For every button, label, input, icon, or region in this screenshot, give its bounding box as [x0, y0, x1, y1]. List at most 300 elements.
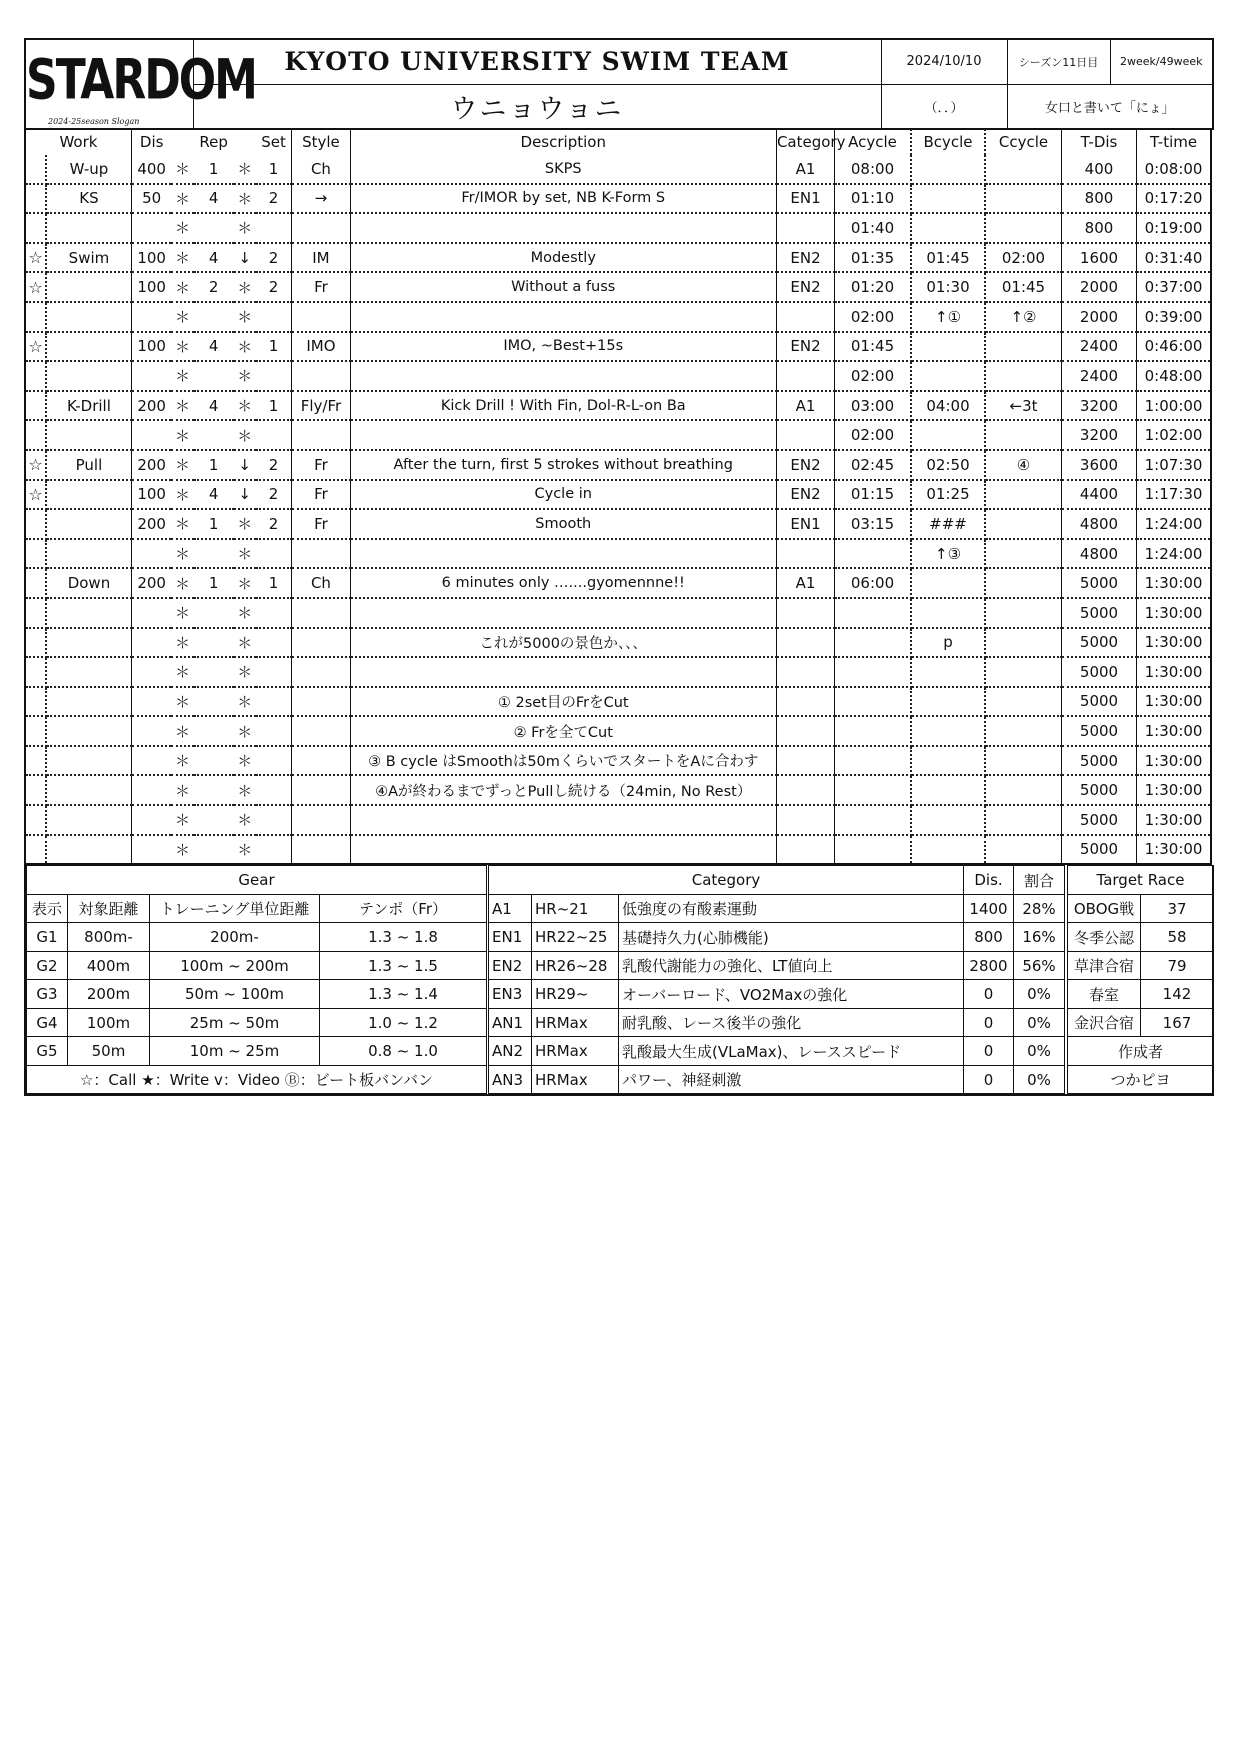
row-reps — [194, 775, 234, 805]
row-bcycle: ↑① — [911, 302, 985, 332]
row-multiply: ＊ — [175, 840, 191, 859]
logo-text: STARDOM — [26, 48, 256, 112]
category-cell: HR29~ — [532, 980, 619, 1009]
row-work — [46, 775, 131, 805]
row-sets: 1 — [256, 155, 292, 184]
row-ccycle — [985, 775, 1061, 805]
category-cell: パワー、神経刺激 — [619, 1065, 964, 1094]
table-row — [25, 243, 1211, 273]
row-star-mark — [25, 155, 46, 184]
gear-cell: 1.0 ~ 1.2 — [320, 1008, 487, 1037]
slogan: 2024-25season Slogan — [48, 117, 140, 126]
row-reps: 2 — [194, 272, 234, 302]
row-acycle: 01:45 — [835, 332, 911, 362]
row-multiply: ＊ — [171, 775, 193, 805]
category-table — [488, 865, 1065, 1094]
row-bcycle — [911, 835, 985, 865]
row-sets — [256, 598, 292, 628]
row-total-distance: 5000 — [1061, 746, 1136, 776]
row-description — [350, 539, 776, 569]
row-reps: 4 — [194, 391, 234, 421]
gear-row — [27, 980, 487, 1009]
row-multiply: ＊ — [171, 420, 193, 450]
row-multiply: ＊ — [234, 657, 256, 687]
author-label: 作成者 — [1068, 1037, 1214, 1066]
row-multiply: ＊ — [171, 657, 193, 687]
row-total-time: 0:37:00 — [1137, 272, 1211, 302]
row-multiply: ＊ — [171, 213, 193, 243]
category-cell: 0% — [1014, 1008, 1065, 1037]
row-sets — [256, 628, 292, 658]
row-total-time: 0:46:00 — [1137, 332, 1211, 362]
row-distance — [131, 687, 171, 717]
row-description: Cycle in — [350, 480, 776, 510]
gear-cell: 50m — [68, 1037, 150, 1066]
row-total-time: 1:30:00 — [1137, 835, 1211, 865]
row-bcycle — [911, 805, 985, 835]
row-category — [776, 687, 834, 717]
row-acycle: 02:00 — [835, 302, 911, 332]
row-multiply: ＊ — [234, 628, 256, 658]
row-acycle: 03:00 — [835, 391, 911, 421]
row-reps — [194, 213, 234, 243]
row-sets — [256, 687, 292, 717]
row-work: W-up — [46, 155, 131, 184]
row-work — [46, 213, 131, 243]
table-row — [25, 391, 1211, 421]
gear-row — [27, 1008, 487, 1037]
table-row — [25, 361, 1211, 391]
row-description: Fr/IMOR by set, NB K-Form S — [350, 184, 776, 214]
target-race-cell: 春室 — [1068, 980, 1141, 1009]
row-multiply: ＊ — [234, 361, 256, 391]
row-reps — [194, 598, 234, 628]
row-category — [776, 302, 834, 332]
row-bcycle — [911, 155, 985, 184]
row-multiply: ↓ — [234, 480, 256, 510]
row-ccycle — [985, 716, 1061, 746]
row-sets — [256, 420, 292, 450]
row-description: ① 2set目のFrをCut — [350, 687, 776, 717]
row-star-mark — [25, 361, 46, 391]
category-cell: HR22~25 — [532, 923, 619, 952]
row-work — [46, 332, 131, 362]
row-style — [292, 716, 350, 746]
row-star-mark — [25, 775, 46, 805]
gear-title: Gear — [27, 866, 487, 895]
row-distance: 50 — [131, 184, 171, 214]
gear-cell: 100m — [68, 1008, 150, 1037]
row-work: Swim — [46, 243, 131, 273]
target-race-cell: OBOG戦 — [1068, 894, 1141, 923]
row-total-time: 1:24:00 — [1137, 539, 1211, 569]
category-cell: オーバーロード、VO2Maxの強化 — [619, 980, 964, 1009]
row-category — [776, 657, 834, 687]
category-cell: 16% — [1014, 923, 1065, 952]
table-row — [25, 598, 1211, 628]
row-multiply: ＊ — [234, 509, 256, 539]
col-header-category: Category — [776, 129, 834, 155]
row-multiply: ＊ — [234, 391, 256, 421]
row-acycle — [835, 539, 911, 569]
row-work — [46, 657, 131, 687]
row-multiply: ＊ — [234, 155, 256, 184]
row-reps: 1 — [194, 568, 234, 598]
category-row — [489, 923, 1065, 952]
row-description: 6 minutes only …....gyomennne!! — [350, 568, 776, 598]
logo — [25, 39, 256, 129]
row-distance — [131, 361, 171, 391]
row-ccycle: ↑② — [985, 302, 1061, 332]
row-bcycle: 04:00 — [911, 391, 985, 421]
col-header-dis: Dis — [139, 133, 164, 151]
row-total-time: 1:02:00 — [1137, 420, 1211, 450]
row-sets — [256, 361, 292, 391]
gear-cell: 1.3 ~ 1.5 — [320, 951, 487, 980]
row-work — [46, 480, 131, 510]
row-style: → — [292, 184, 350, 214]
row-acycle — [835, 835, 911, 865]
row-category — [776, 805, 834, 835]
row-distance: 100 — [131, 480, 171, 510]
row-total-distance: 5000 — [1061, 775, 1136, 805]
table-row — [25, 332, 1211, 362]
table-row — [25, 302, 1211, 332]
row-multiply: ＊ — [171, 450, 193, 480]
category-cell: 1400 — [964, 894, 1014, 923]
team-name: KYOTO UNIVERSITY SWIM TEAM — [193, 39, 881, 84]
col-header-description: Description — [350, 129, 776, 155]
row-distance — [131, 835, 171, 865]
row-work — [46, 272, 131, 302]
row-multiply: ＊ — [171, 687, 193, 717]
row-star-mark — [25, 746, 46, 776]
row-description: ② Frを全てCut — [350, 716, 776, 746]
row-multiply: ＊ — [171, 746, 193, 776]
row-style — [292, 746, 350, 776]
row-ccycle — [985, 835, 1061, 865]
row-distance: 200 — [131, 509, 171, 539]
row-reps — [194, 302, 234, 332]
row-reps — [194, 420, 234, 450]
row-category: EN2 — [776, 450, 834, 480]
row-multiply: ＊ — [234, 746, 256, 776]
row-style: Ch — [292, 568, 350, 598]
header-note: 女口と書いて「にょ」 — [1007, 84, 1213, 129]
sheet-header — [24, 38, 1214, 130]
row-style: Ch — [292, 155, 350, 184]
row-bcycle: ### — [911, 509, 985, 539]
row-acycle: 01:20 — [835, 272, 911, 302]
table-header-row — [25, 129, 1211, 155]
row-style: Fr — [292, 480, 350, 510]
row-total-time: 0:08:00 — [1137, 155, 1211, 184]
summary-section — [24, 865, 1214, 1096]
practice-title: ウニョウョニ — [193, 84, 881, 129]
row-ccycle — [985, 155, 1061, 184]
row-total-distance: 5000 — [1061, 805, 1136, 835]
row-sets — [256, 213, 292, 243]
category-cell: 2800 — [964, 951, 1014, 980]
row-total-distance: 2400 — [1061, 361, 1136, 391]
row-distance — [131, 775, 171, 805]
category-cell: 0% — [1014, 1065, 1065, 1094]
row-sets — [256, 775, 292, 805]
row-total-time: 1:24:00 — [1137, 509, 1211, 539]
row-ccycle: 02:00 — [985, 243, 1061, 273]
table-row — [25, 775, 1211, 805]
target-race-cell: 冬季公認 — [1068, 923, 1141, 952]
row-bcycle — [911, 598, 985, 628]
row-ccycle: ←3t — [985, 391, 1061, 421]
face-emoticon: （．．） — [881, 84, 1007, 129]
row-total-time: 1:30:00 — [1137, 746, 1211, 776]
row-style: Fr — [292, 509, 350, 539]
row-work — [46, 361, 131, 391]
row-category — [776, 835, 834, 865]
row-star-mark: ☆ — [25, 332, 46, 362]
row-bcycle — [911, 213, 985, 243]
row-sets — [256, 539, 292, 569]
row-work — [46, 509, 131, 539]
row-distance — [131, 420, 171, 450]
row-total-time: 0:17:20 — [1137, 184, 1211, 214]
gear-header: テンポ（Fr） — [320, 894, 487, 923]
category-row — [489, 980, 1065, 1009]
row-category: EN1 — [776, 509, 834, 539]
row-distance: 100 — [131, 332, 171, 362]
category-cell: EN2 — [489, 951, 532, 980]
row-multiply: ＊ — [171, 509, 193, 539]
col-header-bcycle: Bcycle — [911, 129, 985, 155]
table-row — [25, 509, 1211, 539]
row-total-distance: 2400 — [1061, 332, 1136, 362]
col-header-tdis: T-Dis — [1061, 129, 1136, 155]
row-category: A1 — [776, 155, 834, 184]
row-work — [46, 628, 131, 658]
row-total-distance: 3600 — [1061, 450, 1136, 480]
row-total-time: 1:07:30 — [1137, 450, 1211, 480]
row-style — [292, 213, 350, 243]
row-style — [292, 775, 350, 805]
category-cell: 乳酸代謝能力の強化、LT値向上 — [619, 951, 964, 980]
row-multiply: ＊ — [171, 568, 193, 598]
row-total-distance: 800 — [1061, 184, 1136, 214]
row-style: Fly/Fr — [292, 391, 350, 421]
col-header-acycle: Acycle — [835, 129, 911, 155]
gear-cell: G4 — [27, 1008, 68, 1037]
row-bcycle — [911, 746, 985, 776]
row-category — [776, 598, 834, 628]
category-cell: EN3 — [489, 980, 532, 1009]
row-category: EN2 — [776, 480, 834, 510]
col-header-set: Set — [256, 129, 292, 155]
row-acycle — [835, 628, 911, 658]
category-ratio-header: 割合 — [1014, 866, 1065, 895]
row-sets — [256, 805, 292, 835]
row-total-distance: 1600 — [1061, 243, 1136, 273]
week-counter: 2week/49week — [1110, 39, 1213, 84]
gear-cell: G2 — [27, 951, 68, 980]
gear-cell: 50m ~ 100m — [150, 980, 320, 1009]
row-multiply: ＊ — [171, 391, 193, 421]
category-cell: A1 — [489, 894, 532, 923]
row-acycle: 02:00 — [835, 420, 911, 450]
category-row — [489, 951, 1065, 980]
gear-cell: 0.8 ~ 1.0 — [320, 1037, 487, 1066]
row-style — [292, 805, 350, 835]
row-bcycle — [911, 775, 985, 805]
col-header-work: Work — [25, 129, 131, 155]
row-multiply: ＊ — [171, 184, 193, 214]
row-bcycle — [911, 568, 985, 598]
row-ccycle — [985, 598, 1061, 628]
row-category: EN1 — [776, 184, 834, 214]
row-ccycle — [985, 213, 1061, 243]
category-cell: 0% — [1014, 1037, 1065, 1066]
row-star-mark — [25, 420, 46, 450]
category-cell: 56% — [1014, 951, 1065, 980]
row-ccycle — [985, 657, 1061, 687]
row-reps: 1 — [194, 155, 234, 184]
row-description: これが5000の景色か、、、 — [350, 628, 776, 658]
legend: ☆：Call ★：Write v：Video Ⓑ：ビート板バンバン — [27, 1065, 487, 1094]
row-multiply: ＊ — [234, 420, 256, 450]
row-ccycle — [985, 568, 1061, 598]
row-description — [350, 835, 776, 865]
row-acycle — [835, 687, 911, 717]
row-distance — [131, 213, 171, 243]
row-work: Down — [46, 568, 131, 598]
category-cell: 0 — [964, 1065, 1014, 1094]
row-style: IMO — [292, 332, 350, 362]
row-acycle — [835, 657, 911, 687]
row-category: A1 — [776, 568, 834, 598]
row-ccycle — [985, 480, 1061, 510]
category-row — [489, 1008, 1065, 1037]
category-cell: 0% — [1014, 980, 1065, 1009]
target-race-cell: 金沢合宿 — [1068, 1008, 1141, 1037]
row-description — [350, 598, 776, 628]
table-row — [25, 272, 1211, 302]
row-star-mark: ☆ — [25, 450, 46, 480]
row-distance — [131, 746, 171, 776]
row-reps — [194, 716, 234, 746]
row-sets — [256, 835, 292, 865]
row-total-time: 0:19:00 — [1137, 213, 1211, 243]
row-total-distance: 5000 — [1061, 716, 1136, 746]
row-star-mark — [25, 391, 46, 421]
row-multiply: ＊ — [171, 332, 193, 362]
row-acycle: 08:00 — [835, 155, 911, 184]
target-race-row — [1068, 980, 1214, 1009]
row-total-distance: 5000 — [1061, 568, 1136, 598]
category-cell: HRMax — [532, 1037, 619, 1066]
row-star-mark — [25, 835, 46, 865]
table-row — [25, 835, 1211, 865]
gear-cell: 1.3 ~ 1.8 — [320, 923, 487, 952]
row-total-distance: 3200 — [1061, 391, 1136, 421]
category-title: Category — [489, 866, 964, 895]
row-work: Pull — [46, 450, 131, 480]
row-ccycle — [985, 539, 1061, 569]
row-sets: 1 — [256, 568, 292, 598]
row-multiply: ＊ — [171, 361, 193, 391]
row-category: A1 — [776, 391, 834, 421]
row-sets: 1 — [256, 332, 292, 362]
row-description — [350, 302, 776, 332]
row-distance: 100 — [131, 272, 171, 302]
category-cell: HR~21 — [532, 894, 619, 923]
row-multiply: ＊ — [234, 332, 256, 362]
row-bcycle — [911, 716, 985, 746]
row-reps: 4 — [194, 184, 234, 214]
category-cell: 800 — [964, 923, 1014, 952]
row-work — [46, 539, 131, 569]
row-acycle: 01:40 — [835, 213, 911, 243]
row-ccycle — [985, 687, 1061, 717]
category-cell: HRMax — [532, 1008, 619, 1037]
row-reps — [194, 361, 234, 391]
row-multiply: ＊ — [171, 716, 193, 746]
row-total-distance: 5000 — [1061, 687, 1136, 717]
category-cell: 低強度の有酸素運動 — [619, 894, 964, 923]
row-reps: 1 — [194, 450, 234, 480]
target-race-table — [1067, 865, 1214, 1094]
category-cell: 乳酸最大生成(VLaMax)、レーススピード — [619, 1037, 964, 1066]
row-bcycle — [911, 361, 985, 391]
row-total-distance: 3200 — [1061, 420, 1136, 450]
category-row — [489, 894, 1065, 923]
category-row — [489, 1037, 1065, 1066]
row-style: Fr — [292, 272, 350, 302]
row-total-time: 0:31:40 — [1137, 243, 1211, 273]
table-row — [25, 805, 1211, 835]
row-work — [46, 746, 131, 776]
category-cell: AN2 — [489, 1037, 532, 1066]
gear-cell: G1 — [27, 923, 68, 952]
col-header-rep: Rep — [199, 133, 228, 151]
row-acycle: 06:00 — [835, 568, 911, 598]
row-total-distance: 4800 — [1061, 509, 1136, 539]
category-row — [489, 1065, 1065, 1094]
row-style — [292, 598, 350, 628]
row-reps — [194, 746, 234, 776]
row-total-time: 1:30:00 — [1137, 687, 1211, 717]
row-multiply: ＊ — [234, 687, 256, 717]
row-distance: 100 — [131, 243, 171, 273]
row-sets: 2 — [256, 450, 292, 480]
row-acycle: 02:45 — [835, 450, 911, 480]
row-reps — [194, 835, 234, 865]
category-cell: EN1 — [489, 923, 532, 952]
table-row — [25, 657, 1211, 687]
row-multiply: ＊ — [234, 716, 256, 746]
target-race-cell: 79 — [1141, 951, 1214, 980]
row-work — [46, 598, 131, 628]
row-multiply: ＊ — [234, 568, 256, 598]
row-total-time: 1:30:00 — [1137, 716, 1211, 746]
gear-row — [27, 1037, 487, 1066]
target-race-cell: 37 — [1141, 894, 1214, 923]
col-header-ccycle: Ccycle — [985, 129, 1061, 155]
row-description: ③ B cycle はSmoothは50mくらいでスタートをAに合わす — [350, 746, 776, 776]
gear-cell: 800m- — [68, 923, 150, 952]
table-row — [25, 155, 1211, 184]
row-work — [46, 835, 131, 865]
row-multiply: ＊ — [171, 598, 193, 628]
row-work — [46, 716, 131, 746]
